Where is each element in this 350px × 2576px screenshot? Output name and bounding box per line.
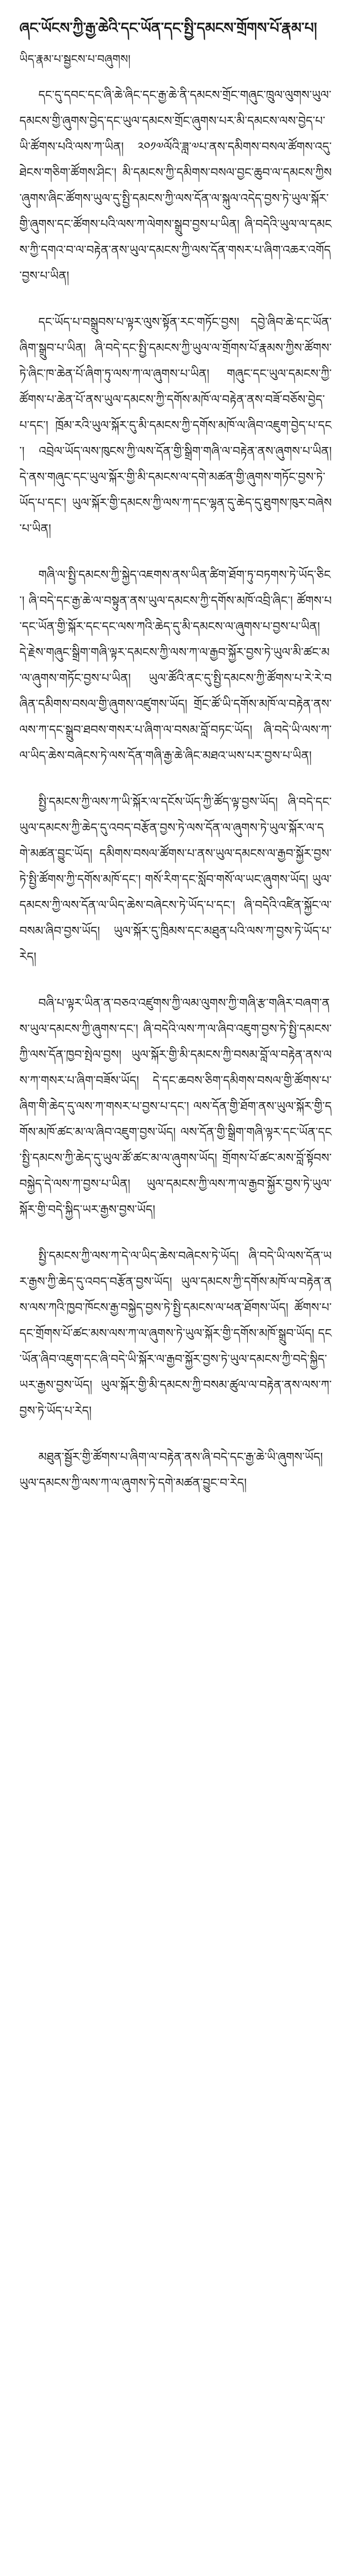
article-byline: ཡིད་རྣམ་པ་སྦྱངས་པ་བཞུགས། [19,53,131,66]
paragraph: མཐུན་སྦྱོར་གྱི་ཚོགས་པ་ཞིག་ལ་བརྟེན་ནས་ཞི་བདེ་དང་རྒྱ་ཆེ་ཡི་ཞུགས་ཡོད། ཡུལ་དམངས་ཀྱི་ལས་ཀ་ལ་ཞུགས་ཏེ་དགེ་མཚན་བྱུང་བ་རེད། [19,1451,323,1490]
article-title: ཞང་ཡོངས་ཀྱི་རྒྱ་ཆེའི་དང་ཡོན་དང་སྤྱི་དམངས་གྲོགས་པོ་རྣམ་པ། [19,20,317,37]
paragraph: དང་ཡོད་པ་བསྒྲུབས་པ་ལྟར་ལུས་སྟོན་རང་གཏོང་བྱས། དབྱེ་ཞིབ་ཆེ་དང་ཡོན་ཞིག་སྒྲུབ་པ་ཡིན། ཞི་བདེ་དང་སྤྱི་དམངས་ཀྱི་ཡུལ་ལ་གྲོགས་པོ་རྣམས་ཀྱིས་ཚོགས་ཏེ་ཞིང་ཁ་ཆེན་པོ་ཞིག་ཏུ་ལས་ཀ་ལ་ཞུགས་པ་ཡིན། གཞུང་དང་ཡུལ་དམངས་ཀྱི་ཚོགས་པ་ཆེན་པོ་ནས་ཡུལ་དམངས་ཀྱི་དགོས་མཁོ་ལ་བརྟེན་ནས་བཟོ་བཅོས་བྱེད་པ་དང་། ཁྲོམ་རའི་ཡུལ་སྐོར་དུ་མི་དམངས་ཀྱི་དགོས་མཁོ་ལ་ཞིབ་འཇུག་བྱེད་པ་དང་། འབྲེལ་ཡོད་ལས་ཁུངས་ཀྱི་ལས་དོན་གྱི་སྒྲིག་གཞི་ལ་བརྟེན་ནས་ཞུགས་པ་ཡིན། དེ་ནས་གཞུང་དང་ཡུལ་སྐོར་གྱི་མི་དམངས་ལ་དགེ་མཚན་གྱི་ཞུགས་གཏོང་བྱས་ཏེ་ཡོད་པ་དང་། ཡུལ་སྐོར་གྱི་དམངས་ཀྱི་ལས་ཀ་དང་ལྷན་དུ་ཆེད་དུ་ཐུགས་ཁུར་བཞེས་པ་ཡིན། [19,316,332,536]
paragraph: བཞི་པ་ལྟར་ཡིན་ན་བཅའ་འཛུགས་ཀྱི་ལམ་ལུགས་ཀྱི་གཞི་རྩ་གཞིར་བཞག་ནས་ཡུལ་དམངས་ཀྱི་ཞུགས་དང་། ཞི་བདེའི་ལས་ཀ་ལ་ཞིབ་འཇུག་བྱས་ཏེ་སྤྱི་དམངས་ཀྱི་ལས་དོན་ཁྱབ་སྤེལ་བྱས། ཡུལ་སྐོར་གྱི་མི་དམངས་ཀྱི་བསམ་བློ་ལ་བརྟེན་ནས་ལས་ཀ་གསར་པ་ཞིག་བཟོས་ཡོད། དེ་དང་ཆབས་ཅིག་དམིགས་བསལ་གྱི་ཚོགས་པ་ཞིག་གི་ཆེད་དུ་ལས་ཀ་གསར་པ་བྱས་པ་དང་། ལས་དོན་གྱི་ཐོག་ནས་ཡུལ་སྐོར་གྱི་དགོས་མཁོ་ཚང་མ་ལ་ཞིབ་འཇུག་བྱས་ཡོད། ལས་དོན་གྱི་སྒྲིག་གཞི་ལྟར་དང་ཡོན་དང་སྤྱི་དམངས་ཀྱི་ཆེད་དུ་ཡུལ་ཚོ་ཚང་མ་ལ་ཞུགས་ཡོད། གྲོགས་པོ་ཚང་མས་བློ་སྟོབས་བསྐྱེད་དེ་ལས་ཀ་བྱས་པ་ཡིན། ཡུལ་དམངས་ཀྱི་ལས་ཀ་ལ་རྒྱབ་སྐྱོར་བྱས་ཏེ་ཡུལ་སྐོར་གྱི་བདེ་སྐྱིད་ཡར་རྒྱས་བྱས་ཡོད། [19,997,332,1217]
paragraph: དང་དུ་དབང་དང་ཞི་ཆེ་ཞིང་དང་རྒྱ་ཆེ་ནི་དམངས་གྲོང་གཞུང་ཁྲུལ་ལུགས་ཡུལ་དམངས་གྱི་ཞུགས་བྱེད་དང་ཡུལ་དམངས་གྲོང་ཞུགས་པར་མི་དམངས་ལས་བྱེད་པ་ཡི་ཚོགས་པའི་ལས་ཀ་ཡིན། ༢༠༡༧ལོའི་ཟླ་༧པ་ནས་དམིགས་བསལ་ཚོགས་འདུ་ཐེངས་གཅིག་ཚོགས་ཤིང་། མི་དམངས་ཀྱི་དམིགས་བསལ་བྱང་ཆུབ་ལ་དམངས་ཀྱིས་ཞུགས་ཞིང་ཚོགས་ཡུལ་དུ་སྤྱི་དམངས་ཀྱི་ལས་དོན་ལ་སྐུལ་འདེད་བྱས་ཏེ་ཡུལ་སྐོར་གྱི་ཞུགས་དང་ཚོགས་པའི་ལས་ཀ་ལེགས་སྒྲུབ་བྱས་པ་ཡིན། ཞི་བདེའི་ཡུལ་ལ་དམངས་ཀྱི་དགའ་བ་ལ་བརྟེན་ནས་ཡུལ་དམངས་ཀྱི་ལས་དོན་གསར་པ་ཞིག་འཆར་འགོད་བྱས་པ་ཡིན། [19,89,332,283]
article-body [19,83,332,1496]
paragraph: གཞི་ལ་སྤྱི་དམངས་ཀྱི་སྐྱེད་འཇགས་ནས་ཡིན་ཚིག་ཐོག་ཏུ་བཏགས་ཏེ་ཡོད་ཅིང་། ཞི་བདེ་དང་རྒྱ་ཆེ་ལ་བསྟུན་ནས་ཡུལ་དམངས་ཀྱི་དགོས་མཁོ་འབྲི་ཞིང་། ཚོགས་པ་དང་ཡོན་གྱི་སྐོར་དང་དང་ལས་ཀའི་ཆེད་དུ་མི་དམངས་ལ་ཞུགས་པ་བྱས་པ་ཡིན། དེ་རྗེས་གཞུང་སྒྲིག་གཞི་ལྟར་དམངས་ཀྱི་ལས་ཀ་ལ་རྒྱབ་སྐྱོར་བྱས་ཏེ་ཡུལ་མི་ཚང་མ་ལ་ཞུགས་གཏོང་བྱས་པ་ཡིན། ཡུལ་ཚོའི་ནང་དུ་སྤྱི་དམངས་ཀྱི་ཚོགས་པ་རེ་རེ་བཞིན་དམིགས་བསལ་གྱི་ཞུགས་འཛུགས་ཡོད། གྲོང་ཚོ་ཡི་དགོས་མཁོ་ལ་བརྟེན་ནས་ལས་ཀ་དང་སྒྲུབ་ཐབས་གསར་པ་ཞིག་ལ་བསམ་བློ་བཏང་ཡོད། ཞི་བདེ་ཡི་ལས་ཀ་ལ་ཡིད་ཆེས་བཞེངས་ཏེ་ལས་དོན་གཞི་རྒྱ་ཆེ་ཞིང་མཐའ་ཡས་པར་བྱས་པ་ཡིན། [19,569,332,763]
paragraph: སྤྱི་དམངས་ཀྱི་ལས་ཀ་ཡི་སྐོར་ལ་དངོས་ཡོད་ཀྱི་ཚོད་ལྟ་བྱས་ཡོད། ཞི་བདེ་དང་ཡུལ་དམངས་ཀྱི་ཆེད་དུ་འབད་བརྩོན་བྱས་ཏེ་ལས་དོན་ལ་ཞུགས་ཏེ་ཡུལ་སྐོར་ལ་དགེ་མཚན་བྱུང་ཡོད། དམིགས་བསལ་ཚོགས་པ་ནས་ཡུལ་དམངས་ལ་རྒྱབ་སྐྱོར་བྱས་ཏེ་སྤྱི་ཚོགས་ཀྱི་དགོས་མཁོ་དང་། གསོ་རིག་དང་སློབ་གསོ་ལ་ཡང་ཞུགས་ཡོད། ཡུལ་དམངས་ཀྱི་ལས་དོན་ལ་ཡིད་ཆེས་བཞེངས་ཏེ་ཡོད་པ་དང་། ཞི་བདེའི་འཛིན་སྐྱོང་ལ་བསམ་ཞིབ་བྱས་ཡོད། ཡུལ་སྐོར་དུ་ཁྲིམས་དང་མཐུན་པའི་ལས་ཀ་བྱས་ཏེ་ཡོད་པ་རེད། [19,796,332,964]
paragraph: སྤྱི་དམངས་ཀྱི་ལས་ཀ་དེ་ལ་ཡིད་ཆེས་བཞེངས་ཏེ་ཡོད། ཞི་བདེ་ཡི་ལས་དོན་ཡར་རྒྱས་ཀྱི་ཆེད་དུ་འབད་བརྩོན་བྱས་ཡོད། ཡུལ་དམངས་ཀྱི་དགོས་མཁོ་ལ་བརྟེན་ནས་ལས་ཀའི་ཁྱབ་ཁོངས་རྒྱ་བསྐྱེད་བྱས་ཏེ་སྤྱི་དམངས་ལ་ཕན་ཐོགས་ཡོད། ཚོགས་པ་དང་གྲོགས་པོ་ཚང་མས་ལས་ཀ་ལ་ཞུགས་ཏེ་ཡུལ་སྐོར་གྱི་དགོས་མཁོ་སྒྲུབ་ཡོད། དང་ཡོན་ཞིབ་འཇུག་དང་ཞི་བདེ་ཡི་སྐོར་ལ་རྒྱབ་སྐྱོར་བྱས་ཏེ་ཡུལ་དམངས་ཀྱི་བདེ་སྐྱིད་ཡར་རྒྱས་བྱས་ཡོད། ཡུལ་སྐོར་གྱི་མི་དམངས་ཀྱི་བསམ་ཚུལ་ལ་བརྟེན་ནས་ལས་ཀ་བྱས་ཏེ་ཡོད་པ་རེད། [19,1250,332,1418]
